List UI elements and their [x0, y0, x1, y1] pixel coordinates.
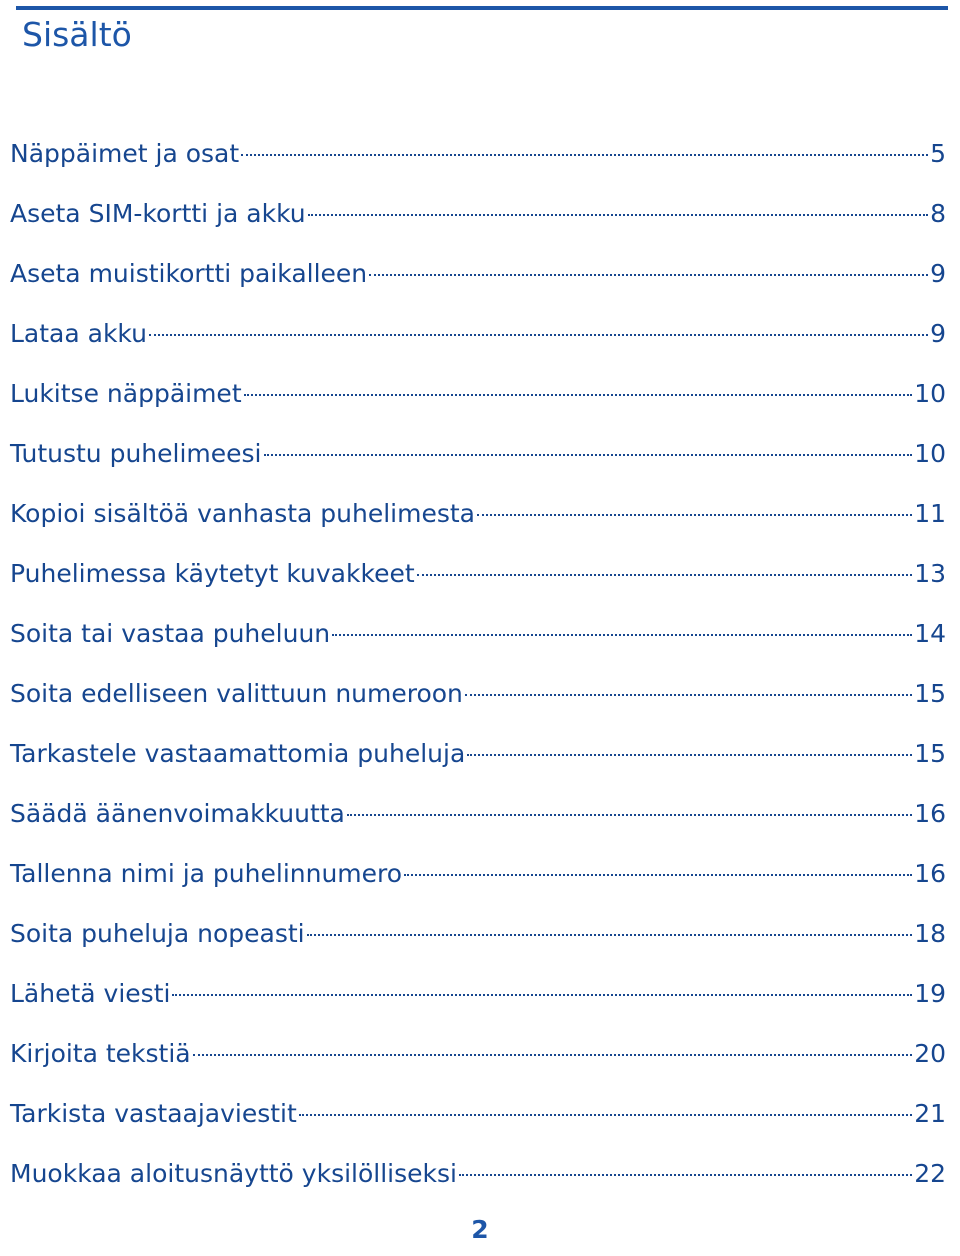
- toc-entry-title: Kirjoita tekstiä: [10, 1039, 191, 1068]
- toc-entry-title: Soita tai vastaa puheluun: [10, 619, 331, 648]
- toc-entry-page: 18: [914, 919, 946, 948]
- dot-leader: [193, 1053, 913, 1056]
- toc-entry[interactable]: [10, 904, 946, 964]
- toc-entry[interactable]: [10, 1144, 946, 1204]
- toc-entry-page: 13: [914, 559, 946, 588]
- toc-entry-page: 5: [930, 139, 946, 168]
- toc-entry-title: Puhelimessa käytetyt kuvakkeet: [10, 559, 415, 588]
- dot-leader: [307, 933, 913, 936]
- toc-entry-page: 9: [930, 319, 946, 348]
- toc-entry-title: Lataa akku: [10, 319, 147, 348]
- toc-entry-page: 19: [914, 979, 946, 1008]
- toc-entry-title: Aseta SIM-kortti ja akku: [10, 199, 306, 228]
- toc-entry-title: Soita edelliseen valittuun numeroon: [10, 679, 463, 708]
- dot-leader: [332, 633, 912, 636]
- toc-entry-page: 20: [914, 1039, 946, 1068]
- toc-entry-title: Soita puheluja nopeasti: [10, 919, 305, 948]
- toc-entry-page: 10: [914, 379, 946, 408]
- page-title: Sisältö: [22, 15, 132, 54]
- dot-leader: [264, 453, 913, 456]
- toc-entry-page: 14: [914, 619, 946, 648]
- dot-leader: [404, 873, 912, 876]
- dot-leader: [172, 993, 912, 996]
- toc-entry-page: 15: [914, 739, 946, 768]
- toc-entry[interactable]: [10, 724, 946, 784]
- page-number: 2: [471, 1215, 489, 1244]
- dot-leader: [369, 273, 928, 276]
- toc-entry[interactable]: [10, 364, 946, 424]
- toc-entry[interactable]: [10, 844, 946, 904]
- toc-entry[interactable]: [10, 544, 946, 604]
- dot-leader: [149, 333, 928, 336]
- toc-entry-title: Aseta muistikortti paikalleen: [10, 259, 368, 288]
- toc-entry-page: 22: [914, 1159, 946, 1188]
- dot-leader: [299, 1113, 912, 1116]
- toc-entry[interactable]: [10, 484, 946, 544]
- toc-entry-page: 16: [914, 859, 946, 888]
- toc-entry[interactable]: [10, 964, 946, 1024]
- toc-entry[interactable]: [10, 304, 946, 364]
- toc-entry[interactable]: [10, 424, 946, 484]
- toc-entry-title: Näppäimet ja osat: [10, 139, 240, 168]
- toc-entry-title: Muokkaa aloitusnäyttö yksilölliseksi: [10, 1159, 457, 1188]
- dot-leader: [241, 153, 928, 156]
- top-rule: [16, 6, 948, 10]
- dot-leader: [467, 753, 912, 756]
- toc-entry-title: Kopioi sisältöä vanhasta puhelimesta: [10, 499, 476, 528]
- toc-entry-title: Lähetä viesti: [10, 979, 171, 1008]
- toc-entry-page: 11: [914, 499, 946, 528]
- toc-entry[interactable]: [10, 784, 946, 844]
- toc-entry-page: 15: [914, 679, 946, 708]
- dot-leader: [308, 213, 928, 216]
- toc-entry[interactable]: [10, 1084, 946, 1144]
- toc-entry[interactable]: [10, 184, 946, 244]
- toc-entry-page: 10: [914, 439, 946, 468]
- toc-entry-page: 8: [930, 199, 946, 228]
- toc-entry[interactable]: [10, 604, 946, 664]
- toc-entry-page: 16: [914, 799, 946, 828]
- dot-leader: [477, 513, 912, 516]
- toc-entry[interactable]: [10, 664, 946, 724]
- toc-entry-title: Lukitse näppäimet: [10, 379, 242, 408]
- toc-entry-title: Säädä äänenvoimakkuutta: [10, 799, 345, 828]
- toc-entry[interactable]: [10, 1024, 946, 1084]
- toc-entry-page: 9: [930, 259, 946, 288]
- toc-entry[interactable]: [10, 244, 946, 304]
- toc-entry[interactable]: [10, 124, 946, 184]
- dot-leader: [459, 1173, 912, 1176]
- dot-leader: [465, 693, 912, 696]
- toc-entry-title: Tarkastele vastaamattomia puheluja: [10, 739, 466, 768]
- toc-entry-title: Tarkista vastaajaviestit: [10, 1099, 297, 1128]
- dot-leader: [347, 813, 912, 816]
- toc-entry-title: Tallenna nimi ja puhelinnumero: [10, 859, 403, 888]
- table-of-contents: [10, 124, 946, 1204]
- dot-leader: [417, 573, 913, 576]
- toc-entry-title: Tutustu puhelimeesi: [10, 439, 262, 468]
- dot-leader: [244, 393, 913, 396]
- toc-entry-page: 21: [914, 1099, 946, 1128]
